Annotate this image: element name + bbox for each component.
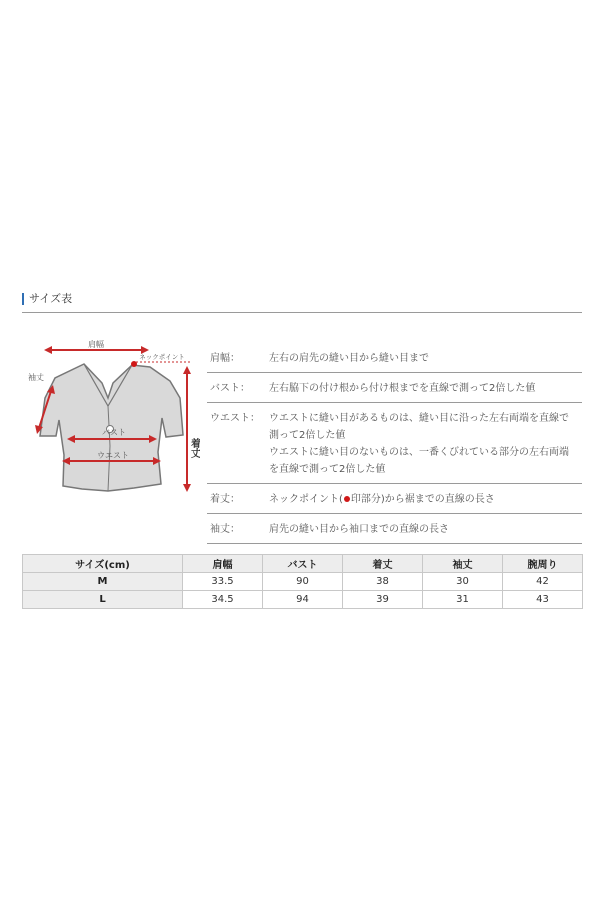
table-cell: 94 (263, 591, 343, 609)
garment-diagram (22, 336, 200, 506)
waist-label: ウエスト (97, 451, 129, 460)
definition-sleeve (207, 514, 582, 544)
definition-text: ウエストに縫い目があるものは、縫い目に沿った左右両端を直線で (269, 413, 569, 424)
definition-shoulder (207, 343, 582, 373)
table-row (23, 591, 583, 609)
table-header: 腕周り (503, 555, 583, 573)
definition-text: ウエストに縫い目のないものは、一番くびれている部分の左右両端 (269, 447, 569, 458)
length-arrow (183, 366, 191, 492)
definition-term: 着丈： (210, 494, 240, 505)
definition-term: ウエスト： (210, 413, 260, 424)
definition-term: 袖丈： (210, 524, 240, 535)
definition-term: 肩幅： (210, 353, 240, 364)
definition-term: バスト： (210, 383, 250, 394)
sleeve-label: 袖丈 (28, 373, 44, 382)
bust-label: バスト (102, 428, 126, 437)
table-cell: 34.5 (183, 591, 263, 609)
definition-waist (207, 403, 582, 484)
table-cell: L (23, 591, 183, 609)
red-dot-icon (344, 496, 350, 502)
table-cell: M (23, 573, 183, 591)
table-cell: 42 (503, 573, 583, 591)
definition-text: 左右の肩先の縫い目から縫い目まで (269, 353, 429, 364)
definition-length (207, 484, 582, 514)
definition-text: 肩先の縫い目から袖口までの直線の長さ (269, 524, 449, 535)
table-header: 袖丈 (423, 555, 503, 573)
shoulder-label: 肩幅 (88, 340, 104, 349)
table-header-row (23, 555, 583, 573)
section-header (22, 290, 582, 313)
table-cell: 31 (423, 591, 503, 609)
definition-text: 印部分)から裾までの直線の長さ (350, 494, 495, 505)
table-header: バスト (263, 555, 343, 573)
table-cell: 39 (343, 591, 423, 609)
header-accent-bar (22, 293, 24, 305)
definition-text: 測って2倍した値 (269, 430, 346, 441)
definition-text: を直線で測って2倍した値 (269, 464, 386, 475)
definition-bust (207, 373, 582, 403)
neck-point-label: ネックポイント (139, 353, 185, 361)
table-cell: 33.5 (183, 573, 263, 591)
definitions-list (207, 343, 582, 544)
section-title: サイズ表 (29, 292, 73, 305)
table-header: 肩幅 (183, 555, 263, 573)
table-cell: 30 (423, 573, 503, 591)
length-label: 着丈 (188, 438, 200, 458)
size-table (22, 554, 583, 609)
table-cell: 43 (503, 591, 583, 609)
table-cell: 90 (263, 573, 343, 591)
definition-text: ネックポイント( (269, 494, 343, 505)
table-row (23, 573, 583, 591)
table-header: 着丈 (343, 555, 423, 573)
table-header: サイズ(cm) (23, 555, 183, 573)
table-cell: 38 (343, 573, 423, 591)
definition-text: 左右脇下の付け根から付け根までを直線で測って2倍した値 (269, 383, 536, 394)
